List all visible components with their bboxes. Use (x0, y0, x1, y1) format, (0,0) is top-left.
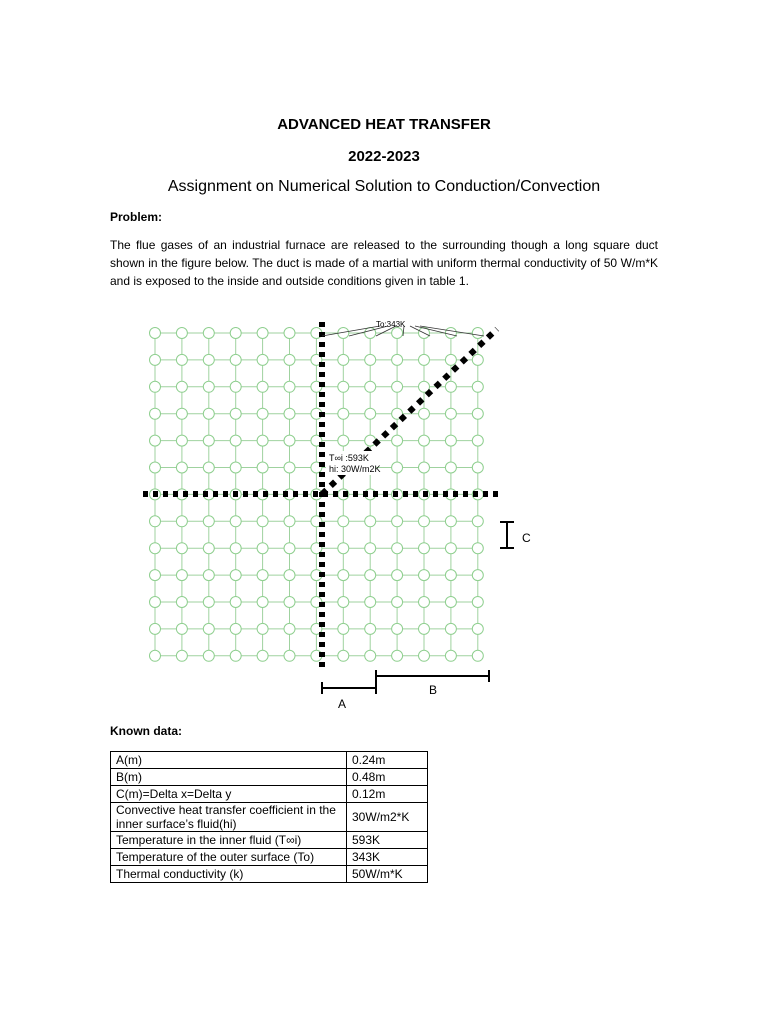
grid-node (203, 381, 214, 392)
grid-node (230, 408, 241, 419)
grid-node (230, 381, 241, 392)
grid-node (284, 381, 295, 392)
grid-node (176, 328, 187, 339)
grid-node (230, 328, 241, 339)
grid-node (392, 462, 403, 473)
grid-node (150, 516, 161, 527)
parameter-cell: Thermal conductivity (k) (111, 866, 347, 883)
parameter-cell: B(m) (111, 769, 347, 786)
grid-node (365, 623, 376, 634)
grid-node (176, 650, 187, 661)
grid-node (203, 597, 214, 608)
grid-node (176, 381, 187, 392)
grid-node (338, 435, 349, 446)
grid-node (230, 354, 241, 365)
grid-node (176, 570, 187, 581)
grid-node (338, 543, 349, 554)
grid-node (338, 650, 349, 661)
grid-node (176, 597, 187, 608)
grid-node (284, 408, 295, 419)
grid-node (419, 570, 430, 581)
grid-node (338, 408, 349, 419)
grid-node (284, 650, 295, 661)
grid-node (445, 623, 456, 634)
grid-node (445, 462, 456, 473)
grid-node (392, 543, 403, 554)
table-row (111, 769, 428, 786)
grid-node (150, 570, 161, 581)
grid-node (472, 408, 483, 419)
grid-node (284, 328, 295, 339)
grid-node (419, 516, 430, 527)
grid-node (472, 328, 483, 339)
grid-node (392, 650, 403, 661)
grid-node (419, 597, 430, 608)
table-row (111, 752, 428, 769)
parameter-cell: Convective heat transfer coefficient in the inner surface’s fluid(hi) (111, 803, 347, 832)
parameter-cell: C(m)=Delta x=Delta y (111, 786, 347, 803)
grid-node (365, 435, 376, 446)
grid-node (445, 543, 456, 554)
grid-node (257, 570, 268, 581)
grid-node (284, 623, 295, 634)
assignment-subtitle: Assignment on Numerical Solution to Conduction/Convection (167, 178, 601, 195)
grid-node (445, 570, 456, 581)
table-row (111, 832, 428, 849)
grid-node (419, 408, 430, 419)
grid-node (284, 435, 295, 446)
problem-statement: The flue gases of an industrial furnace are released to the surrounding though a long square duct shown in the figure below. The duct is made of a martial with uniform thermal conductivity of 50 W/m*K and is exposed to the inside and outside conditions given in table 1. (110, 238, 658, 288)
grid-node (445, 381, 456, 392)
grid-node (257, 623, 268, 634)
dimension-a-label: A (338, 697, 347, 711)
grid-node (419, 650, 430, 661)
grid-node (150, 462, 161, 473)
dimension-b (376, 670, 489, 682)
grid-node (365, 381, 376, 392)
grid-node (472, 435, 483, 446)
grid-node (445, 354, 456, 365)
parameter-cell: A(m) (111, 752, 347, 769)
value-cell: 30W/m2*K (347, 803, 428, 832)
grid-node (365, 570, 376, 581)
grid-node (203, 462, 214, 473)
grid-node (472, 650, 483, 661)
grid-node (150, 381, 161, 392)
inner-h-label: hi: 30W/m2K (329, 464, 381, 474)
grid-node (445, 650, 456, 661)
grid-node (338, 597, 349, 608)
grid-node (230, 650, 241, 661)
grid-node (257, 597, 268, 608)
grid-node (257, 381, 268, 392)
grid-node (338, 570, 349, 581)
grid-node (230, 462, 241, 473)
grid-node (284, 597, 295, 608)
value-cell: 593K (347, 832, 428, 849)
grid-node (365, 516, 376, 527)
grid-node (257, 328, 268, 339)
grid-node (203, 623, 214, 634)
grid-node (150, 650, 161, 661)
grid-node (338, 381, 349, 392)
value-cell: 0.48m (347, 769, 428, 786)
grid-node (472, 570, 483, 581)
grid-node (257, 462, 268, 473)
grid-node (257, 516, 268, 527)
grid-node (392, 570, 403, 581)
grid-node (419, 543, 430, 554)
dimension-c (500, 522, 514, 548)
grid-node (472, 543, 483, 554)
grid-node (230, 623, 241, 634)
grid-node (230, 543, 241, 554)
value-cell: 0.24m (347, 752, 428, 769)
value-cell: 343K (347, 849, 428, 866)
grid-node (257, 435, 268, 446)
grid-node (203, 354, 214, 365)
grid-node (203, 516, 214, 527)
grid-node (365, 328, 376, 339)
grid-node (419, 354, 430, 365)
grid-node (365, 543, 376, 554)
grid-node (419, 435, 430, 446)
grid-node (150, 328, 161, 339)
grid-node (365, 597, 376, 608)
grid-node (150, 543, 161, 554)
grid-node (150, 623, 161, 634)
parameter-cell: Temperature in the inner fluid (T∞i) (111, 832, 347, 849)
grid-node (472, 516, 483, 527)
grid-node (284, 354, 295, 365)
grid-node (203, 408, 214, 419)
grid-node (338, 623, 349, 634)
grid-node (392, 328, 403, 339)
grid-node (284, 570, 295, 581)
grid-node (392, 354, 403, 365)
grid-node (176, 408, 187, 419)
known-data-table (110, 751, 428, 883)
grid-node (392, 381, 403, 392)
grid-node (445, 408, 456, 419)
grid-node (284, 543, 295, 554)
inner-fluid-temp-label: T∞i :593K (329, 453, 369, 463)
grid-node (203, 650, 214, 661)
dimension-b-label: B (429, 683, 438, 697)
grid-node (365, 354, 376, 365)
grid-node (203, 543, 214, 554)
grid-node (392, 623, 403, 634)
grid-node (472, 354, 483, 365)
grid-node (176, 435, 187, 446)
grid-node (150, 354, 161, 365)
grid-node (284, 462, 295, 473)
grid-node (445, 516, 456, 527)
table-row (111, 849, 428, 866)
value-cell: 50W/m*K (347, 866, 428, 883)
document-title: ADVANCED HEAT TRANSFER (277, 116, 491, 133)
dimension-c-label: C (522, 531, 531, 545)
grid-node (150, 408, 161, 419)
grid-node (257, 650, 268, 661)
grid-node (230, 597, 241, 608)
table-row (111, 786, 428, 803)
grid-node (472, 462, 483, 473)
grid-node (230, 570, 241, 581)
grid-node (392, 597, 403, 608)
grid-node (445, 435, 456, 446)
grid-node (176, 462, 187, 473)
grid-node (176, 354, 187, 365)
grid-node (176, 516, 187, 527)
grid-node (203, 435, 214, 446)
grid-node (230, 435, 241, 446)
problem-heading: Problem: (110, 210, 163, 224)
value-cell: 0.12m (347, 786, 428, 803)
document-year: 2022-2023 (348, 148, 420, 165)
grid-node (257, 354, 268, 365)
dimension-a (322, 682, 376, 694)
grid-node (150, 435, 161, 446)
grid-node (284, 516, 295, 527)
grid-node (230, 516, 241, 527)
grid-node (257, 408, 268, 419)
grid-node (150, 597, 161, 608)
grid-node (419, 623, 430, 634)
grid-node (472, 597, 483, 608)
grid-node (472, 381, 483, 392)
grid-node (445, 597, 456, 608)
outer-surface-temp-label: To:343K (376, 320, 406, 329)
grid-node (419, 462, 430, 473)
grid-node (176, 623, 187, 634)
parameter-cell: Temperature of the outer surface (To) (111, 849, 347, 866)
table-row (111, 866, 428, 883)
table-row (111, 803, 428, 832)
grid-node (257, 543, 268, 554)
grid-node (392, 516, 403, 527)
grid-node (176, 543, 187, 554)
grid-node (472, 623, 483, 634)
known-data-heading: Known data: (110, 724, 182, 738)
grid-node (203, 328, 214, 339)
grid-node (445, 328, 456, 339)
grid-node (338, 354, 349, 365)
grid-node (203, 570, 214, 581)
grid-node (365, 650, 376, 661)
symmetry-lines (143, 322, 500, 668)
grid-node (392, 435, 403, 446)
grid-node (365, 408, 376, 419)
grid-node (338, 516, 349, 527)
